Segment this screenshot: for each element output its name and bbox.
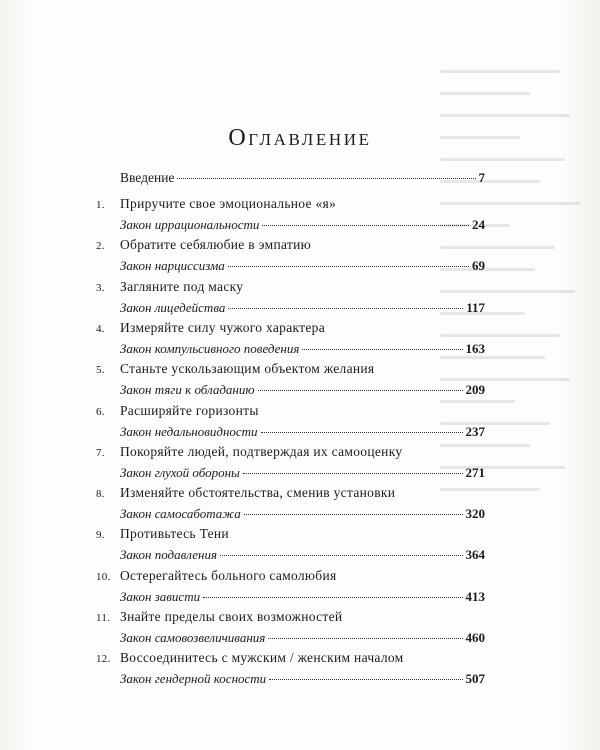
chapter-number: 7. xyxy=(96,446,105,459)
chapter-law: Закон самосаботажа xyxy=(120,506,241,522)
toc-chapter-entry[interactable] xyxy=(96,526,485,563)
chapter-page-number: 413 xyxy=(465,588,485,604)
chapter-law-line xyxy=(120,300,485,316)
chapter-heading xyxy=(96,444,485,460)
leader-dots xyxy=(261,432,463,433)
toc-chapter-entry[interactable] xyxy=(96,403,485,440)
chapter-title: Загляните под маску xyxy=(120,278,244,294)
toc-chapter-entry[interactable] xyxy=(96,196,485,233)
page-title: Оглавление xyxy=(228,125,372,151)
chapter-law: Закон компульсивного поведения xyxy=(120,340,300,356)
chapter-heading xyxy=(96,650,485,666)
chapter-number: 2. xyxy=(96,240,105,253)
chapter-title: Воссоединитесь с мужским / женским началом xyxy=(120,650,404,666)
toc-chapter-entry[interactable] xyxy=(96,609,485,646)
chapter-heading xyxy=(96,403,485,419)
leader-dots xyxy=(228,308,463,309)
chapter-law-line xyxy=(120,382,485,398)
chapter-law-line xyxy=(120,547,485,563)
leader-dots xyxy=(177,178,475,179)
chapter-heading xyxy=(96,237,485,253)
chapter-law: Закон недальновидности xyxy=(120,423,258,439)
leader-dots xyxy=(302,349,462,350)
chapter-law: Закон нарциссизма xyxy=(120,258,225,274)
chapter-number: 10. xyxy=(96,570,111,583)
leader-dots xyxy=(268,638,462,639)
chapter-law: Закон глухой обороны xyxy=(120,464,240,480)
chapter-law-line xyxy=(120,341,485,357)
chapter-law: Закон тяги к обладанию xyxy=(120,382,255,398)
chapter-law-line xyxy=(120,258,485,274)
toc-chapter-entry[interactable] xyxy=(96,320,485,357)
chapter-title: Знайте пределы своих возможностей xyxy=(120,609,343,624)
chapter-title: Обратите себялюбие в эмпатию xyxy=(120,237,312,253)
chapter-title: Изменяйте обстоятельства, сменив установки xyxy=(120,485,396,501)
leader-dots xyxy=(269,679,462,680)
leader-dots xyxy=(244,514,463,515)
chapter-heading xyxy=(96,196,485,212)
leader-dots xyxy=(258,390,463,391)
toc-intro-entry[interactable] xyxy=(120,170,485,186)
chapter-law-line xyxy=(120,630,485,646)
chapter-law-line xyxy=(120,424,485,440)
leader-dots xyxy=(262,225,469,226)
chapter-page-number: 271 xyxy=(465,464,485,480)
chapter-number: 5. xyxy=(96,364,105,377)
chapter-law-line xyxy=(120,589,485,605)
chapter-number: 3. xyxy=(96,281,105,294)
chapter-law-line xyxy=(120,506,485,522)
toc-chapter-entry[interactable] xyxy=(96,650,485,687)
chapter-title: Станьте ускользающим объектом желания xyxy=(120,361,375,377)
chapter-page-number: 237 xyxy=(465,423,485,439)
chapter-title: Покоряйте людей, подтверждая их самооценку xyxy=(120,443,403,459)
chapter-number: 6. xyxy=(96,405,105,418)
chapter-law-line xyxy=(120,217,485,233)
chapter-heading xyxy=(96,361,485,377)
chapter-title: Приручите свое эмоциональное «я» xyxy=(120,196,337,211)
chapter-number: 4. xyxy=(96,322,105,335)
chapter-page-number: 69 xyxy=(472,258,485,274)
chapter-title: Противьтесь Тени xyxy=(120,526,229,542)
chapter-number: 8. xyxy=(96,488,105,501)
chapter-page-number: 507 xyxy=(465,671,485,687)
chapter-title: Расширяйте горизонты xyxy=(120,402,259,418)
chapter-heading xyxy=(96,568,485,584)
chapter-heading xyxy=(96,609,485,625)
chapter-page-number: 163 xyxy=(465,340,485,356)
leader-dots xyxy=(243,473,463,474)
chapter-law: Закон подавления xyxy=(120,547,218,563)
chapter-law: Закон самовозвеличивания xyxy=(120,630,266,645)
intro-page-number: 7 xyxy=(478,170,485,185)
chapter-page-number: 364 xyxy=(465,547,485,563)
chapter-law: Закон лицедейства xyxy=(120,299,226,315)
chapter-number: 12. xyxy=(96,653,111,666)
chapter-number: 9. xyxy=(96,529,105,542)
chapter-page-number: 209 xyxy=(465,382,485,398)
toc-chapter-entry[interactable] xyxy=(96,485,485,522)
chapter-page-number: 24 xyxy=(472,217,485,232)
intro-label: Введение xyxy=(120,170,175,185)
chapter-law: Закон зависти xyxy=(120,588,201,604)
chapter-law: Закон иррациональности xyxy=(120,217,260,232)
chapter-page-number: 320 xyxy=(465,506,485,522)
chapter-page-number: 460 xyxy=(465,630,485,645)
chapter-heading xyxy=(96,485,485,501)
chapter-title: Измеряйте силу чужого характера xyxy=(120,319,326,335)
leader-dots xyxy=(228,266,469,267)
chapter-number: 11. xyxy=(96,612,111,624)
toc-chapter-entry[interactable] xyxy=(96,237,485,274)
toc-chapter-entry[interactable] xyxy=(96,444,485,481)
chapter-title: Остерегайтесь больного самолюбия xyxy=(120,567,337,583)
toc-chapter-entry[interactable] xyxy=(96,279,485,316)
chapter-page-number: 117 xyxy=(466,299,485,315)
chapter-law-line xyxy=(120,671,485,687)
chapter-heading xyxy=(96,279,485,295)
toc-chapter-entry[interactable] xyxy=(96,361,485,398)
chapter-law-line xyxy=(120,465,485,481)
leader-dots xyxy=(220,555,462,556)
leader-dots xyxy=(203,597,462,598)
toc-chapter-entry[interactable] xyxy=(96,568,485,605)
chapter-law: Закон гендерной косности xyxy=(120,671,267,687)
chapter-number: 1. xyxy=(96,199,105,211)
chapter-heading xyxy=(96,526,485,542)
chapter-heading xyxy=(96,320,485,336)
